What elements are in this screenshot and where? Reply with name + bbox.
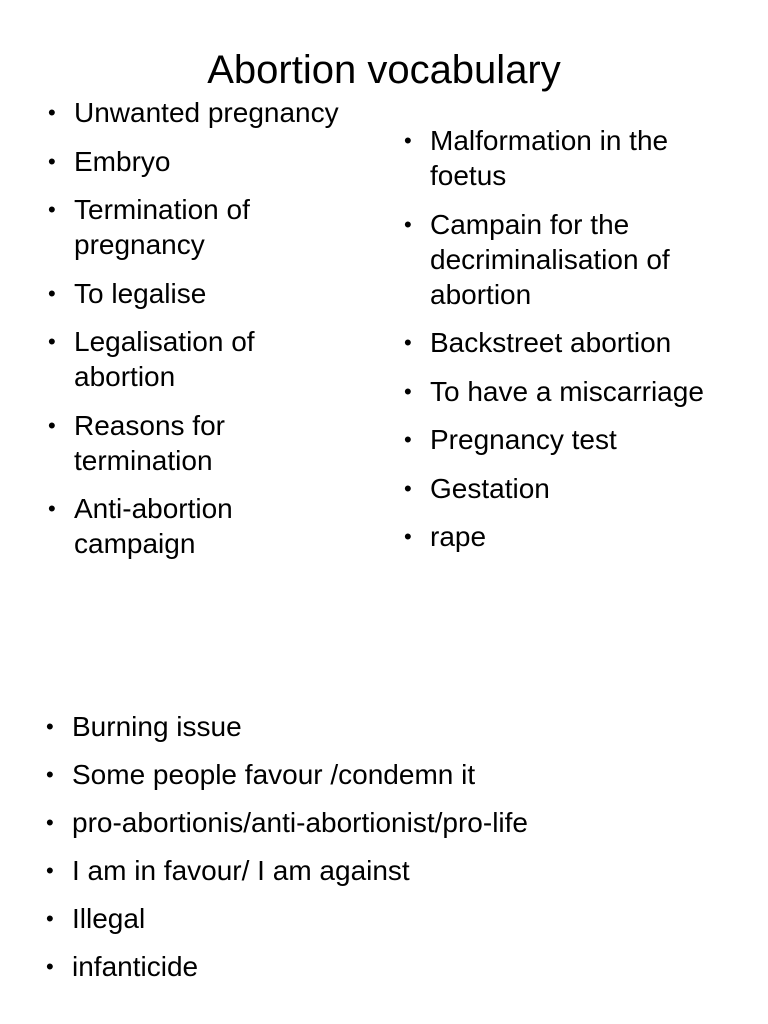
list-item <box>404 325 754 360</box>
list-item-text: Malformation in the foetus <box>430 125 669 191</box>
list-item-text: infanticide <box>72 951 199 982</box>
bullet-icon: • <box>46 714 54 739</box>
list-item-text: Anti-abortion campaign <box>74 493 233 559</box>
bullet-icon: • <box>48 280 56 306</box>
bullet-icon: • <box>46 810 54 835</box>
bullet-icon: • <box>404 475 412 501</box>
list-item-text: I am in favour/ I am against <box>72 855 410 886</box>
list-item <box>46 805 746 840</box>
bullet-icon: • <box>46 762 54 787</box>
bullet-icon: • <box>46 906 54 931</box>
list-item <box>404 519 754 554</box>
bullet-icon: • <box>404 378 412 404</box>
list-item-text: pro-abortionis/anti-abortionist/pro-life <box>72 807 528 838</box>
list-item <box>46 709 746 744</box>
list-item-text: To legalise <box>74 277 207 309</box>
list-item-text: Illegal <box>72 903 146 934</box>
list-item <box>48 276 378 311</box>
list-item <box>46 901 746 936</box>
bullet-icon: • <box>48 148 56 174</box>
list-item <box>48 144 378 179</box>
list-item <box>46 949 746 984</box>
list-item <box>404 471 754 506</box>
bullet-icon: • <box>48 412 56 438</box>
list-item-text: Backstreet abortion <box>430 327 672 358</box>
bullet-icon: • <box>404 330 412 355</box>
bullet-icon: • <box>404 128 412 153</box>
list-item-text: To have a miscarriage <box>430 375 704 407</box>
bullet-icon: • <box>404 427 412 452</box>
left-vocabulary-list <box>48 95 378 575</box>
list-item <box>404 207 730 312</box>
bottom-phrase-list <box>46 709 746 997</box>
list-item <box>48 491 294 561</box>
list-item-text: Legalisation of abortion <box>74 326 255 392</box>
list-item-text: Some people favour /condemn it <box>72 759 476 790</box>
list-item <box>404 422 754 457</box>
right-vocabulary-list <box>404 123 754 568</box>
bullet-icon: • <box>46 954 54 979</box>
bullet-icon: • <box>48 329 56 354</box>
list-item <box>48 324 314 394</box>
bullet-icon: • <box>48 496 56 521</box>
bullet-icon: • <box>404 524 412 549</box>
list-item-text: Reasons for termination <box>74 409 225 476</box>
list-item <box>48 408 294 478</box>
list-item <box>46 853 746 888</box>
list-item <box>46 757 746 792</box>
list-item <box>48 192 304 262</box>
list-item-text: Burning issue <box>72 711 242 742</box>
list-item-text: Gestation <box>430 472 550 504</box>
page-title: Abortion vocabulary <box>207 48 561 92</box>
list-item <box>48 95 378 130</box>
list-item <box>404 123 730 193</box>
bullet-icon: • <box>48 197 56 222</box>
list-item-text: Pregnancy test <box>430 424 617 455</box>
list-item <box>404 374 754 409</box>
bullet-icon: • <box>404 211 412 237</box>
list-item-text: Campain for the decriminalisation of abortion <box>430 208 670 310</box>
bullet-icon: • <box>46 858 54 883</box>
bullet-icon: • <box>48 100 56 125</box>
list-item-text: Termination of pregnancy <box>74 194 250 260</box>
list-item-text: rape <box>430 521 487 552</box>
list-item-text: Unwanted pregnancy <box>74 97 339 128</box>
list-item-text: Embryo <box>74 145 171 177</box>
